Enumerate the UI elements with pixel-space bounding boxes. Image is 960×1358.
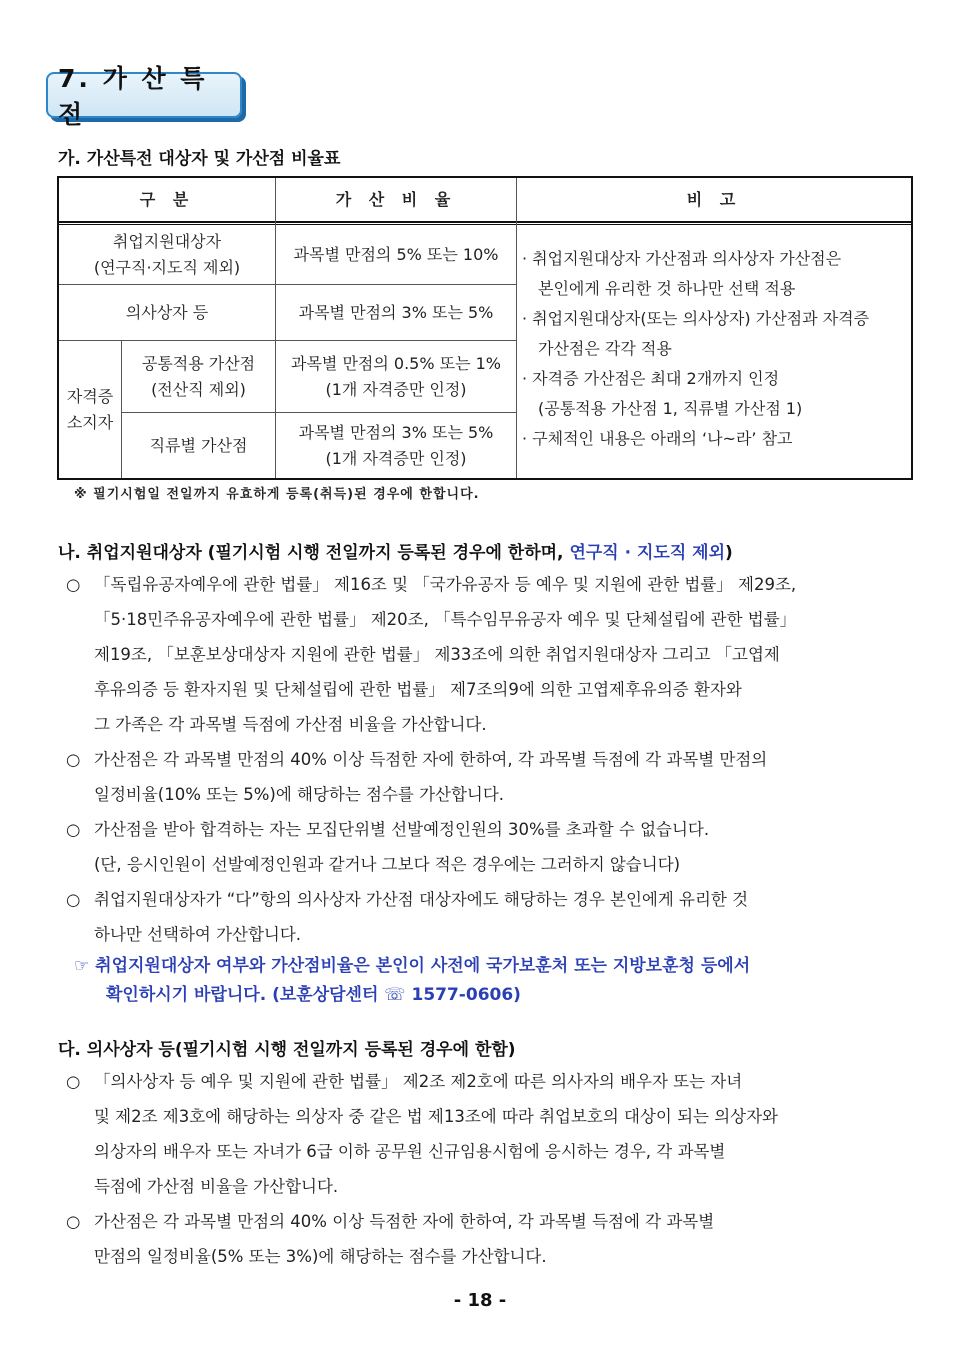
row-injured-label: 의사상자 등	[125, 302, 209, 322]
header-rate: 가 산 비 율	[335, 189, 457, 209]
text-line: 취업지원대상자가 “다”항의 의사상자 가산점 대상자에도 해당하는 경우 본인에게 유리한 것	[94, 890, 749, 909]
row-label-line: 취업지원대상자	[112, 231, 222, 251]
text-line: 가산점을 받아 합격하는 자는 모집단위별 선발예정인원의 30%를 초과할 수 없습니다.	[94, 820, 710, 839]
verification-tip	[74, 952, 750, 1010]
subsection-b-heading	[58, 538, 733, 563]
row-employment-support-label	[59, 225, 275, 284]
bullet-icon: ○	[66, 575, 81, 594]
remark-line: · 취업지원대상자 가산점과 의사상자 가산점은	[522, 249, 842, 268]
text-line: 하나만 선택하여 가산합니다.	[94, 925, 302, 944]
table-footnote: ※ 필기시험일 전일까지 유효하게 등록(취득)된 경우에 한합니다.	[74, 487, 480, 502]
text-line: 가산점은 각 과목별 만점의 40% 이상 득점한 자에 한하여, 각 과목별 득점에 각 과목별 만점의	[94, 750, 768, 769]
row-common-bonus-label	[122, 341, 275, 412]
remark-line: · 취업지원대상자(또는 의사상자) 가산점과 자격증	[522, 309, 870, 328]
text-line: (단, 응시인원이 선발예정인원과 같거나 그보다 적은 경우에는 그러하지 않습니다)	[94, 855, 681, 874]
text-line: 및 제2조 제3호에 해당하는 의상자 중 같은 법 제13조에 따라 취업보호의 대상이 되는 의상자와	[94, 1107, 778, 1126]
text-line: 그 가족은 각 과목별 득점에 가산점 비율을 가산합니다.	[94, 715, 487, 734]
tip-line: ☞ 취업지원대상자 여부와 가산점비율은 본인이 사전에 국가보훈처 또는 지방보훈청 등에서	[74, 956, 751, 976]
heading-highlight: 연구직 · 지도직 제외	[569, 543, 726, 563]
remarks-list	[522, 244, 869, 454]
subsection-c-heading: 다. 의사상자 등(필기시험 시행 전일까지 등록된 경우에 한함)	[58, 1040, 516, 1060]
rate-line: (1개 자격증만 인정)	[325, 379, 467, 399]
page-number: - 18 -	[453, 1290, 507, 1311]
remark-line: 본인에게 유리한 것 하나만 선택 적용	[538, 279, 796, 298]
header-category: 구 분	[139, 189, 195, 209]
bullet-icon: ○	[66, 1072, 81, 1091]
row-series-bonus-rate	[276, 413, 516, 478]
remark-line: · 구체적인 내용은 아래의 ‘나~라’ 참고	[522, 429, 793, 448]
header-remarks: 비 고	[686, 189, 742, 209]
remark-line: · 자격증 가산점은 최대 2개까지 인정	[522, 369, 780, 388]
paragraph-c2	[66, 1204, 916, 1274]
paragraph-b4	[66, 882, 916, 952]
remark-line: (공통적용 가산점 1, 직류별 가산점 1)	[538, 399, 803, 418]
text-line: 만점의 일정비율(5% 또는 3%)에 해당하는 점수를 가산합니다.	[94, 1247, 547, 1266]
heading-close: )	[725, 543, 733, 563]
section-title: 7. 가 산 특 전	[46, 72, 242, 118]
bullet-icon: ○	[66, 890, 81, 909]
text-line: 제19조, 「보훈보상대상자 지원에 관한 법률」 제33조에 의한 취업지원대상자 그리고 「고엽제	[94, 645, 780, 664]
row-label-line: 공통적용 가산점	[141, 353, 256, 373]
row-label-line: (연구직·지도직 제외)	[93, 257, 241, 277]
paragraph-b3	[66, 812, 916, 882]
text-line: 「의사상자 등 예우 및 지원에 관한 법률」 제2조 제2호에 따른 의사자의 배우자 또는 자녀	[94, 1072, 743, 1091]
text-line: 가산점은 각 과목별 만점의 40% 이상 득점한 자에 한하여, 각 과목별 득점에 각 과목별	[94, 1212, 715, 1231]
bullet-icon: ○	[66, 1212, 81, 1231]
row-label-line: (전산직 제외)	[151, 379, 246, 399]
row-series-bonus-label: 직류별 가산점	[149, 435, 248, 455]
text-line: 「5·18민주유공자예우에 관한 법률」 제20조, 「특수임무유공자 예우 및 단체설립에 관한 법률」	[94, 610, 797, 629]
text-line: 「독립유공자예우에 관한 법률」 제16조 및 「국가유공자 등 예우 및 지원에 관한 법률」 제29조,	[94, 575, 797, 594]
heading-text: 나. 취업지원대상자 (필기시험 시행 전일까지 등록된 경우에 한하며,	[58, 543, 564, 563]
rate-line: (1개 자격증만 인정)	[325, 448, 467, 468]
text-line: 득점에 가산점 비율을 가산합니다.	[94, 1177, 339, 1196]
paragraph-c1	[66, 1064, 916, 1204]
bullet-icon: ○	[66, 820, 81, 839]
cert-holder-group-label: 자격증 소지자	[66, 386, 114, 432]
tip-line: 확인하시기 바랍니다. (보훈상담센터 ☏ 1577-0606)	[106, 985, 521, 1005]
remark-line: 가산점은 각각 적용	[538, 339, 672, 358]
rate-line: 과목별 만점의 0.5% 또는 1%	[290, 353, 502, 373]
row-injured-rate: 과목별 만점의 3% 또는 5%	[298, 302, 494, 322]
row-employment-support-rate: 과목별 만점의 5% 또는 10%	[293, 244, 499, 264]
bullet-icon: ○	[66, 750, 81, 769]
text-line: 후유의증 등 환자지원 및 단체설립에 관한 법률」 제7조의9에 의한 고엽제후유의증 환자와	[94, 680, 742, 699]
rate-line: 과목별 만점의 3% 또는 5%	[298, 422, 494, 442]
text-line: 일정비율(10% 또는 5%)에 해당하는 점수를 가산합니다.	[94, 785, 505, 804]
row-common-bonus-rate	[276, 341, 516, 412]
paragraph-b1	[66, 567, 916, 742]
text-line: 의상자의 배우자 또는 자녀가 6급 이하 공무원 신규임용시험에 응시하는 경우, 각 과목별	[94, 1142, 726, 1161]
subsection-a-heading: 가. 가산특전 대상자 및 가산점 비율표	[58, 149, 341, 169]
paragraph-b2	[66, 742, 916, 812]
